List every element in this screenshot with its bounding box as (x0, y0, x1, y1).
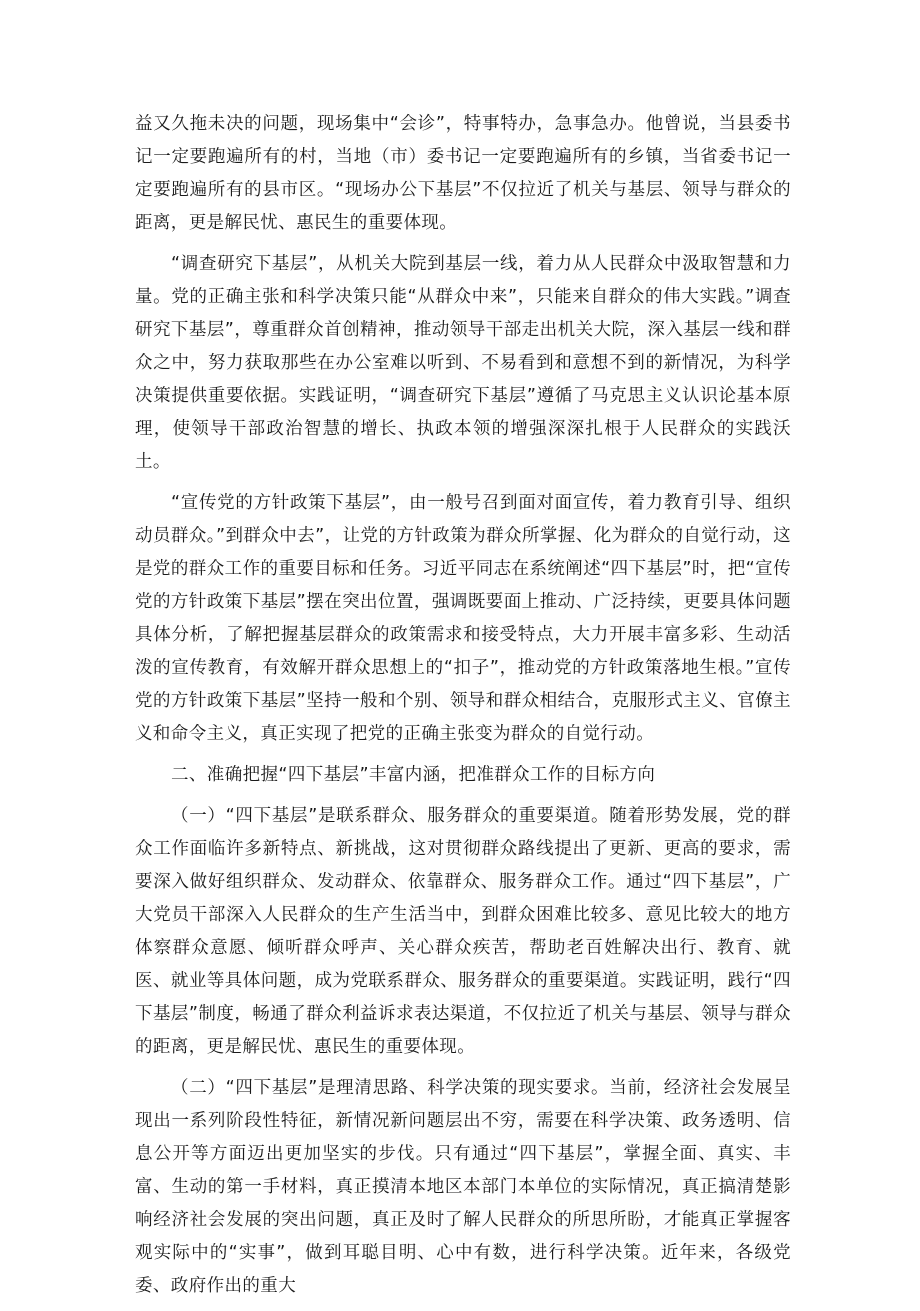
paragraph-subsection-two: （二）“四下基层”是理清思路、科学决策的现实要求。当前，经济社会发展呈现出一系列阶段性特征，新情况新问题层出不穷，需要在科学决策、政务透明、信息公开等方面迈出更加坚实的步伐。只有通过“四下基层”，掌握全面、真实、丰富、生动的第一手材料，真正摸清本地区本部门本单位的实际情况，真正搞清楚影响经济社会发展的突出问题，真正及时了解人民群众的所思所盼，才能真正掌握客观实际中的“实事”，做到耳聪目明、心中有数，进行科学决策。近年来，各级党委、政府作出的重大 (135, 1078, 791, 1296)
section-heading-two: 二、准确把握“四下基层”丰富内涵，把准群众工作的目标方向 (171, 765, 656, 785)
document-body (135, 108, 791, 1311)
paragraph-research: “调查研究下基层”，从机关大院到基层一线，着力从人民群众中汲取智慧和力量。党的正确主张和科学决策只能“从群众中来”，只能来自群众的伟大实践。”调查研究下基层”，尊重群众首创精神，推动领导干部走出机关大院，深入基层一线和群众之中，努力获取那些在办公室难以听到、不易看到和意想不到的新情况，为科学决策提供重要依据。实践证明，“调查研究下基层”遵循了马克思主义认识论基本原理，使领导干部政治智慧的增长、执政本领的增强深深扎根于人民群众的实践沃土。 (135, 254, 791, 472)
paragraph-onsite-office: 益又久拖未决的问题，现场集中“会诊”，特事特办，急事急办。他曾说，当县委书记一定要跑遍所有的村，当地（市）委书记一定要跑遍所有的乡镇，当省委书记一定要跑遍所有的县市区。“现场办公下基层”不仅拉近了机关与基层、领导与群众的距离，更是解民忧、惠民生的重要体现。 (135, 114, 791, 233)
paragraph-subsection-one: （一）“四下基层”是联系群众、服务群众的重要渠道。随着形势发展，党的群众工作面临许多新特点、新挑战，这对贯彻群众路线提出了更新、更高的要求，需要深入做好组织群众、发动群众、依靠群众、服务群众工作。通过“四下基层”，广大党员干部深入人民群众的生产生活当中，到群众困难比较多、意见比较大的地方体察群众意愿、倾听群众呼声、关心群众疾苦，帮助老百姓解决出行、教育、就医、就业等具体问题，成为党联系群众、服务群众的重要渠道。实践证明，践行“四下基层”制度，畅通了群众利益诉求表达渠道，不仅拉近了机关与基层、领导与群众的距离，更是解民忧、惠民生的重要体现。 (135, 806, 791, 1057)
paragraph-policy-publicity: “宣传党的方针政策下基层”，由一般号召到面对面宣传，着力教育引导、组织动员群众。”到群众中去”，让党的方针政策为群众所掌握、化为群众的自觉行动，这是党的群众工作的重要目标和任务。习近平同志在系统阐述“四下基层”时，把“宣传党的方针政策下基层”摆在突出位置，强调既要面上推动、广泛持续，更要具体问题具体分析，了解把握基层群众的政策需求和接受特点，大力开展丰富多彩、生动活泼的宣传教育，有效解开群众思想上的“扣子”，推动党的方针政策落地生根。”宣传党的方针政策下基层”坚持一般和个别、领导和群众相结合，克服形式主义、官僚主义和命令主义，真正实现了把党的正确主张变为群众的自觉行动。 (135, 493, 791, 744)
